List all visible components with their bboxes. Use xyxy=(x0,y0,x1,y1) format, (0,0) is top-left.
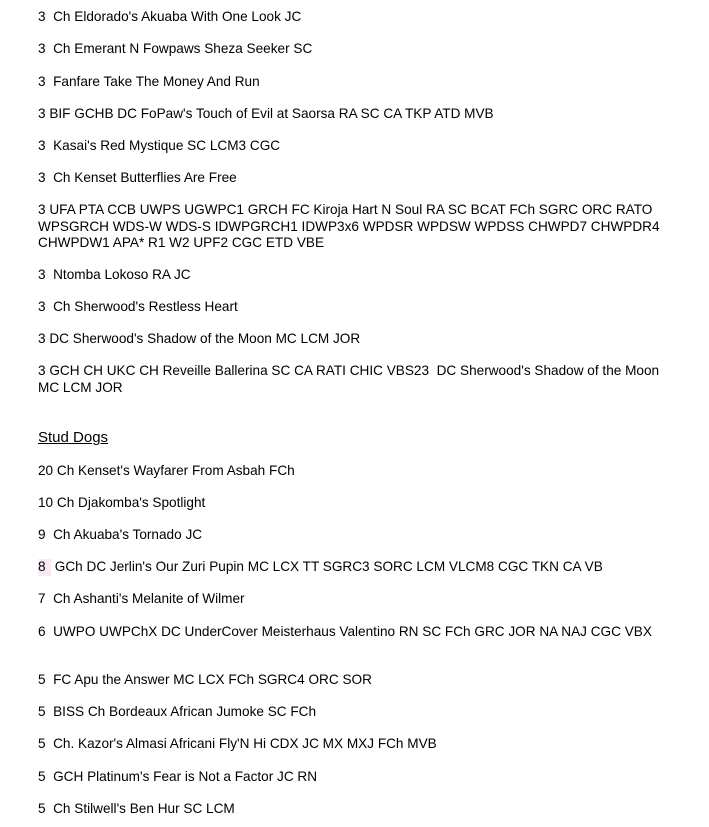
list-item: 5 BISS Ch Bordeaux African Jumoke SC FCh xyxy=(38,704,317,719)
list-item: 3 BIF GCHB DC FoPaw's Touch of Evil at Saorsa RA SC CA TKP ATD MVB xyxy=(38,106,494,121)
list-item: 3 Ch Eldorado's Akuaba With One Look JC xyxy=(38,9,302,24)
list-item: 3 DC Sherwood's Shadow of the Moon MC LCM JOR xyxy=(38,331,361,346)
list-item: 5 GCH Platinum's Fear is Not a Factor JC RN xyxy=(38,769,318,784)
list-item: 3 UFA PTA CCB UWPS UGWPC1 GRCH FC Kiroja Hart N Soul RA SC BCAT FCh SGRC ORC RATO WPSGRCH WDS-W WDS-S IDWPGRCH1 IDWP3x6 WPDSR WPDSW WPDSS CHWPD7 CHWPDR4 CHWPDW1 APA* R1 W2 UPF2 CGC ETD VBE xyxy=(38,202,664,250)
list-item: 9 Ch Akuaba's Tornado JC xyxy=(38,527,203,542)
list-item: 3 Ch Kenset Butterflies Are Free xyxy=(38,170,237,185)
list-item xyxy=(38,559,678,576)
list-item: 3 Fanfare Take The Money And Run xyxy=(38,74,260,89)
list-item: 3 Ch Sherwood's Restless Heart xyxy=(38,299,238,314)
list-item: 6 UWPO UWPChX DC UnderCover Meisterhaus Valentino RN SC FCh GRC JOR NA NAJ CGC VBX xyxy=(38,624,652,639)
section-heading-stud-dogs: Stud Dogs xyxy=(38,429,109,446)
list-item: 10 Ch Djakomba's Spotlight xyxy=(38,495,206,510)
list-item: 3 Ch Emerant N Fowpaws Sheza Seeker SC xyxy=(38,41,313,56)
list-item: 3 GCH CH UKC CH Reveille Ballerina SC CA RATI CHIC VBS23 DC Sherwood's Shadow of the Moon MC LCM JOR xyxy=(38,363,663,395)
list-item: 5 FC Apu the Answer MC LCX FCh SGRC4 ORC SOR xyxy=(38,672,372,687)
list-item: 5 Ch. Kazor's Almasi Africani Fly'N Hi CDX JC MX MXJ FCh MVB xyxy=(38,736,437,751)
list-item: 3 Ntomba Lokoso RA JC xyxy=(38,267,191,282)
list-item: 5 Ch Stilwell's Ben Hur SC LCM xyxy=(38,801,235,816)
list-item: 3 Kasai's Red Mystique SC LCM3 CGC xyxy=(38,138,281,153)
list-item-text: GCh DC Jerlin's Our Zuri Pupin MC LCX TT SGRC3 SORC LCM VLCM8 CGC TKN CA VB xyxy=(54,559,603,574)
list-item: 20 Ch Kenset's Wayfarer From Asbah FCh xyxy=(38,463,295,478)
selection-highlight: 8 xyxy=(38,559,51,576)
list-item: 7 Ch Ashanti's Melanite of Wilmer xyxy=(38,591,245,606)
